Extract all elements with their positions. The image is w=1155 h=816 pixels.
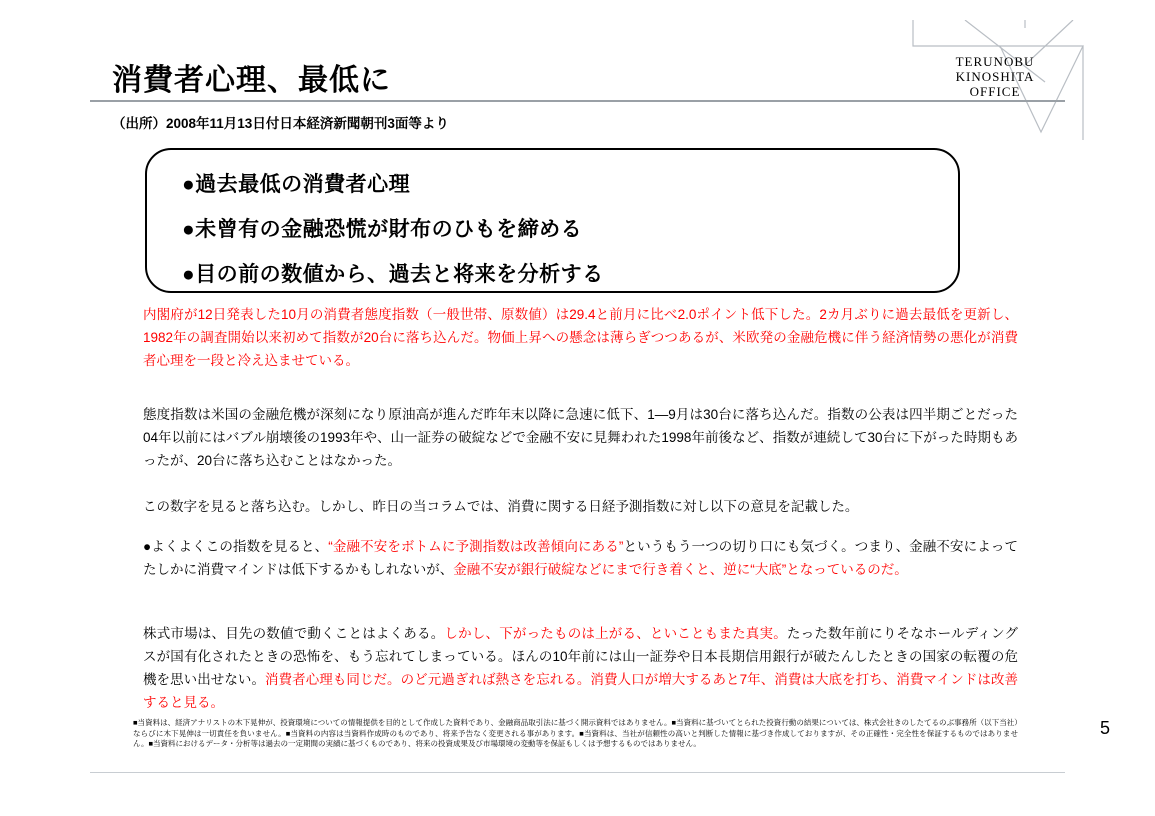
paragraph-3: この数字を見ると落ち込む。しかし、昨日の当コラムでは、消費に関する日経予測指数に対し以下の意見を記載した。 bbox=[143, 499, 859, 514]
highlight-box bbox=[145, 148, 960, 293]
logo-text bbox=[905, 54, 1085, 99]
footer-divider bbox=[90, 772, 1065, 773]
paragraph-5-highlight-1: しかし、下がったものは上がる、といこともまた真実。 bbox=[444, 626, 787, 641]
paragraph-4 bbox=[143, 535, 1018, 581]
paragraph-5-seg-1: 株式市場は、目先の数値で動くことはよくある。 bbox=[143, 626, 445, 641]
logo-line-1: TERUNOBU bbox=[955, 54, 1035, 69]
paragraph-4-seg-2: というもう一つの切り口にも気づく。つまり、金融不安によってたしかに消費マインドは低下するかもしれないが、 bbox=[143, 539, 1018, 577]
paragraph-4-highlight-2: 金融不安が銀行破綻などにまで行き着くと、逆に“大底”となっているのだ。 bbox=[453, 562, 908, 577]
paragraph-4-highlight-1: “金融不安をボトムに予測指数は改善傾向にある” bbox=[328, 539, 624, 554]
paragraph-5-seg-2: たった数年前にりそなホールディングスが国有化されたときの恐怖を、もう忘れてしまっている。ほんの10年前には山一証券や日本長期信用銀行が破たんしたときの国家の転覆の危機を思い出せない。 bbox=[143, 626, 1019, 687]
paragraph-5-highlight-2: 消費者心理も同じだ。のど元過ぎれば熱さを忘れる。消費人口が増大するあと7年、消費は大底を打ち、消費マインドは改善すると見る。 bbox=[143, 672, 1018, 710]
source-note: （出所）2008年11月13日付日本経済新聞朝刊3面等より bbox=[112, 116, 449, 131]
paragraph-1: 内閣府が12日発表した10月の消費者態度指数（一般世帯、原数値）は29.4と前月に比べ2.0ポイント低下した。2カ月ぶりに過去最低を更新し、1982年の調査開始以来初めて指数が20台に落ち込んだ。物価上昇への懸念は薄らぎつつあるが、米欧発の金融危機に伴う経済情勢の悪化が消費者心理を一段と冷え込ませている。 bbox=[143, 307, 1018, 368]
highlight-item-2: ●未曾有の金融恐慌が財布のひもを締める bbox=[182, 218, 583, 241]
paragraph-4-seg-1: ●よくよくこの指数を見ると、 bbox=[143, 539, 329, 554]
company-logo bbox=[905, 20, 1085, 140]
logo-line-2: KINOSHITA bbox=[955, 69, 1035, 84]
paragraph-5 bbox=[143, 622, 1018, 714]
logo-line-3: OFFICE bbox=[969, 84, 1021, 99]
disclaimer-text: ■当資料は、経済アナリストの木下晃伸が、投資環境についての情報提供を目的として作成した資料であり、金融商品取引法に基づく開示資料ではありません。■当資料に基づいてとられた投資行動の結果については、株式会社きのしたてるのぶ事務所（以下当社）ならびに木下晃伸は一切責任を負いません。■当資料の内容は当資料作成時のものであり、将来予告なく変更される事があります。■当資料は、当社が信頼性の高いと判断した情報に基づき作成しておりますが、その正確性・完全性を保証するものではありません。■当資料におけるデータ・分析等は過去の一定期間の実績に基づくものであり、将来の投資成果及び市場環境の変動等を保証もしくは予想するものではありません。 bbox=[133, 718, 1018, 748]
highlight-item-3: ●目の前の数値から、過去と将来を分析する bbox=[182, 263, 604, 286]
page-title: 消費者心理、最低に bbox=[112, 64, 391, 97]
title-divider bbox=[90, 100, 1065, 102]
paragraph-2: 態度指数は米国の金融危機が深刻になり原油高が進んだ昨年末以降に急速に低下、1―9月は30台に落ち込んだ。指数の公表は四半期ごとだった04年以前にはバブル崩壊後の1993年や、山一証券の破綻などで金融不安に見舞われた1998年前後など、指数が連続して30台に下がった時期もあったが、20台に落ち込むことはなかった。 bbox=[143, 407, 1018, 468]
page-number: 5 bbox=[1099, 718, 1110, 738]
highlight-item-1: ●過去最低の消費者心理 bbox=[182, 173, 411, 196]
